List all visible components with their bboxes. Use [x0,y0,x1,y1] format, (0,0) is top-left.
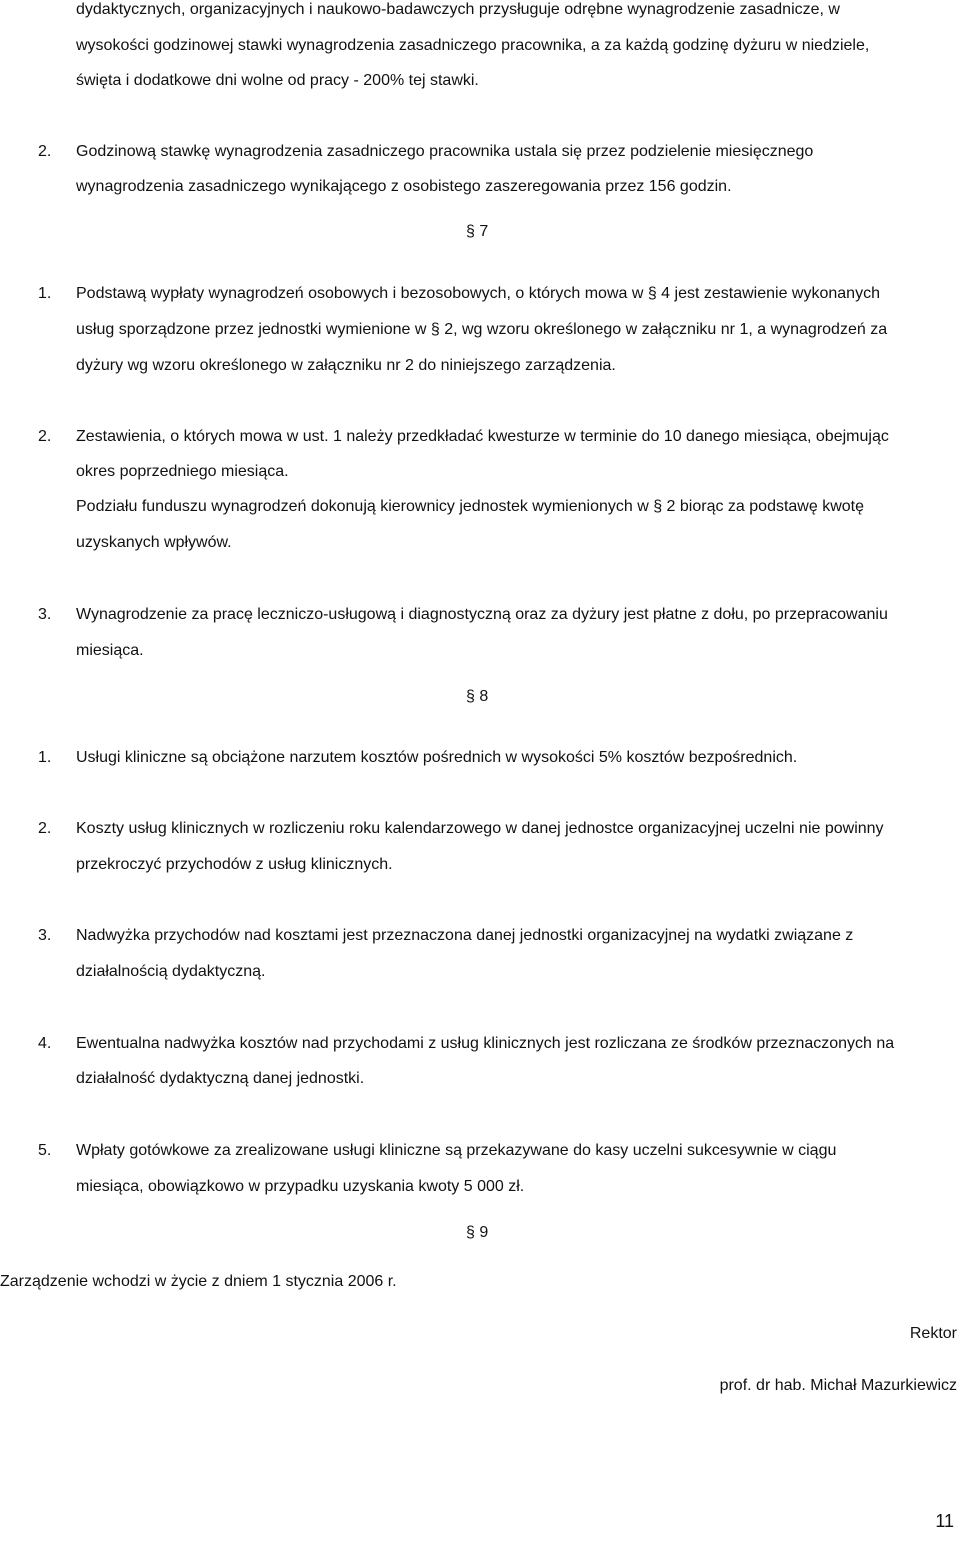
s7-p3-line-1: Wynagrodzenie za pracę leczniczo-usługową i diagnostyczną oraz za dyżury jest płatne z dołu, po przepracowaniu [76,606,888,623]
s7-p2-line-3: Podziału funduszu wynagrodzeń dokonują kierownicy jednostek wymienionych w § 2 biorąc za podstawę kwotę [76,498,864,515]
page-number: 11 [935,1511,954,1531]
s7-p2-line-1: Zestawienia, o których mowa w ust. 1 należy przedkładać kwesturze w terminie do 10 danego miesiąca, obejmując [76,428,889,445]
s8-p3-line-1: Nadwyżka przychodów nad kosztami jest przeznaczona danej jednostki organizacyjnej na wydatki związane z [76,927,854,944]
continuation-line-1: dydaktycznych, organizacyjnych i naukowo-badawczych przysługuje odrębne wynagrodzenie zasadnicze, w [76,1,840,18]
s8-p5-number: 5. [38,1142,52,1159]
section-9-heading: § 9 [466,1224,489,1241]
s8-p3-line-2: działalnością dydaktyczną. [76,963,266,980]
s8-p2-number: 2. [38,820,52,837]
s7-p2-line-2: okres poprzedniego miesiąca. [76,463,289,480]
section-7-heading: § 7 [466,223,489,240]
s8-p4-line-2: działalność dydaktyczną danej jednostki. [76,1070,365,1087]
section-8-heading: § 8 [466,688,489,705]
section-9-text: Zarządzenie wchodzi w życie z dniem 1 stycznia 2006 r. [0,1273,397,1290]
s7-p1-line-2: usług sporządzone przez jednostki wymienione w § 2, wg wzoru określonego w załączniku nr 1, a wynagrodzeń za [76,321,888,338]
s8-p5-line-1: Wpłaty gotówkowe za zrealizowane usługi kliniczne są przekazywane do kasy uczelni sukcesywnie w ciągu [76,1142,837,1159]
s7-p1-line-1: Podstawą wypłaty wynagrodzeń osobowych i bezosobowych, o których mowa w § 4 jest zestawienie wykonanych [76,285,880,302]
s7-p1-number: 1. [38,285,52,302]
signature-name: prof. dr hab. Michał Mazurkiewicz [719,1377,957,1394]
s8-p4-line-1: Ewentualna nadwyżka kosztów nad przychodami z usług klinicznych jest rozliczana ze środków przeznaczonych na [76,1035,895,1052]
signature-title: Rektor [909,1325,957,1342]
continuation-line-2: wysokości godzinowej stawki wynagrodzenia zasadniczego pracownika, a za każdą godzinę dyżuru w niedziele, [76,37,870,54]
p6-2-line-1: Godzinową stawkę wynagrodzenia zasadniczego pracownika ustala się przez podzielenie miesięcznego [76,143,814,160]
s7-p1-line-3: dyżury wg wzoru określonego w załączniku nr 2 do niniejszego zarządzenia. [76,357,616,374]
s7-p3-number: 3. [38,606,52,623]
s7-p3-line-2: miesiąca. [76,642,144,659]
s8-p1-line-1: Usługi kliniczne są obciążone narzutem kosztów pośrednich w wysokości 5% kosztów bezpośrednich. [76,749,798,766]
s8-p3-number: 3. [38,927,52,944]
s8-p5-line-2: miesiąca, obowiązkowo w przypadku uzyskania kwoty 5 000 zł. [76,1178,525,1195]
s7-p2-line-4: uzyskanych wpływów. [76,534,232,551]
s7-p2-number: 2. [38,428,52,445]
s8-p1-number: 1. [38,749,52,766]
s8-p2-line-1: Koszty usług klinicznych w rozliczeniu roku kalendarzowego w danej jednostce organizacyjnej uczelni nie powinny [76,820,884,837]
p6-2-number: 2. [38,143,52,160]
s8-p2-line-2: przekroczyć przychodów z usług klinicznych. [76,856,393,873]
continuation-line-3: święta i dodatkowe dni wolne od pracy - 200% tej stawki. [76,72,479,89]
p6-2-line-2: wynagrodzenia zasadniczego wynikającego z osobistego zaszeregowania przez 156 godzin. [76,178,732,195]
s8-p4-number: 4. [38,1035,52,1052]
